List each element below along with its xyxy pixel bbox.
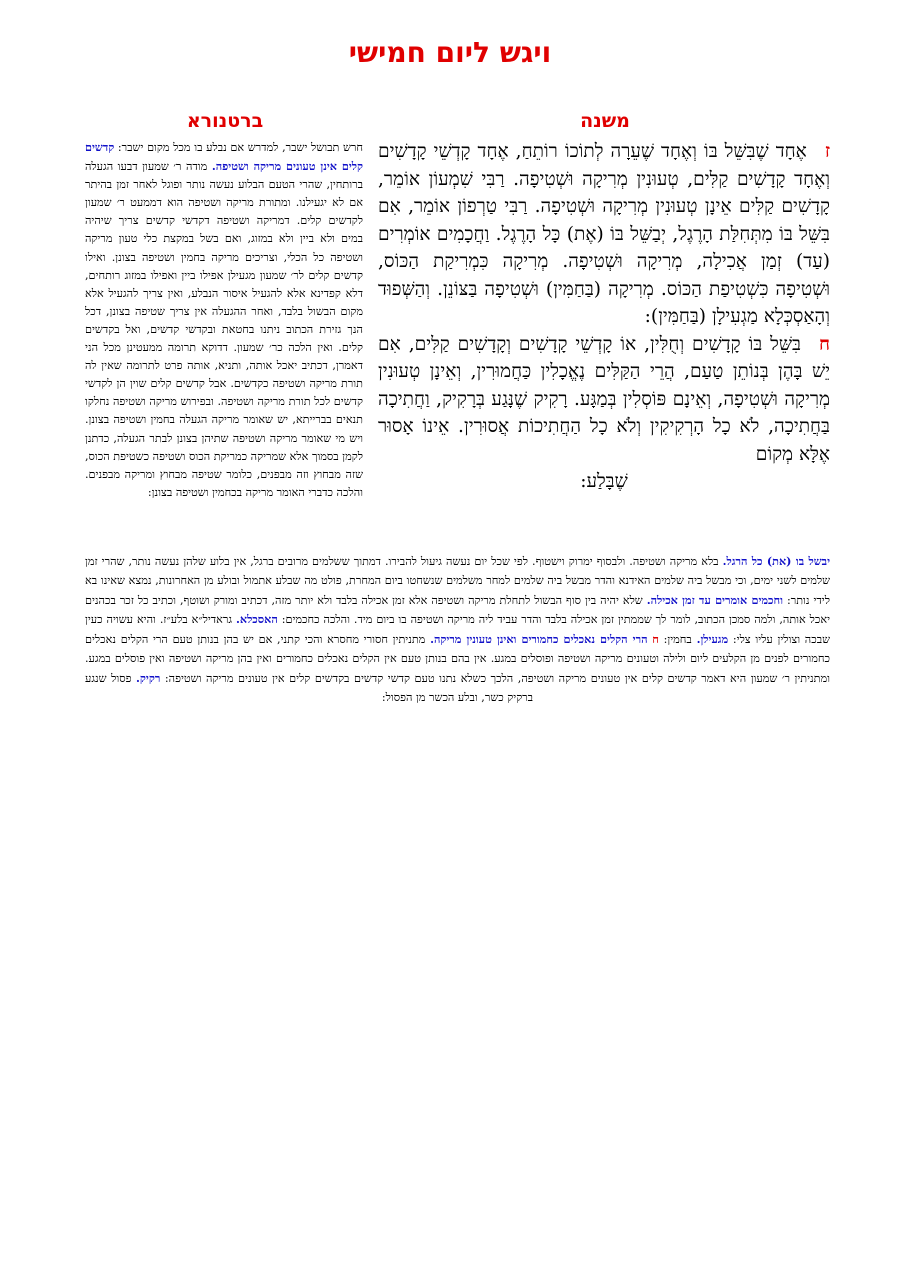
mishnah-number-ch: ח <box>818 333 830 355</box>
mishnah-paragraph-z <box>378 138 830 331</box>
bartenura-heading-word: מגעילן. <box>696 632 729 647</box>
mishnah-text-z: אֶחָד שֶׁבִּשֵּׁל בּוֹ וְאֶחָד שֶׁעֵרָה לְתוֹכוֹ רוֹתֵחַ, אֶחָד קָדְשֵׁי קָדָשִׁים וְאֶחָד קָדָשִׁים קַלִּים, טְעוּנִין מְרִיקָה וּשְׁטִיפָה. רַבִּי שִׁמְעוֹן אוֹמֵר, קָדָשִׁים קַלִּים אֵינָן טְעוּנִין מְרִיקָה וּשְׁטִיפָה. רַבִּי טַרְפוֹן אוֹמֵר, אִם בִּשֵּׁל בּוֹ מִתְּחִלַּת הָרֶגֶל, יְבַשֵּׁל בּוֹ (אֶת) כָּל הָרֶגֶל. וַחֲכָמִים אוֹמְרִים (עַד) זְמַן אֲכִילָה, מְרִיקָה וּשְׁטִיפָה. מְרִיקָה כִּמְרִיקַת הַכּוֹס, וּשְׁטִיפָה כִּשְׁטִיפַת הַכּוֹס. מְרִיקָה (בַּחַמִּין) וּשְׁטִיפָה בַּצּוֹנֵן. וְהַשְּׁפוּד וְהָאַסְכְּלָא מַגְעִילָן (בַּחַמִּין): <box>378 141 830 327</box>
bartenura-mishnah-marker: ח <box>652 632 659 647</box>
bartenura-text: שלא יהיה בין סוף הבשול לתחלת מריקה ושטיפה אלא זמן אכילה בלבד ולא יותר מזה, דכתיב ומורק ושוטף, וכתיב כל זכר בכהנים יאכל אותה, ולמה סמכן הכתוב, לומר לך שממתין זמן אכילה בלבד והדר עביד ליה מריקה ושטיפה בו ביום מיד. והלכה כחכמים: <box>85 593 830 627</box>
bartenura-heading-word: קדשים קלים אינן טעונים מריקה ושטיפה. <box>85 140 363 174</box>
bartenura-column <box>85 138 363 546</box>
mishnah-column <box>378 138 830 496</box>
mishnah-number-z: ז <box>824 141 830 162</box>
mishnah-text-ch: בִּשֵּׁל בּוֹ קָדָשִׁים וְחֻלִּין, אוֹ קָדְשֵׁי קָדָשִׁים וְקָדָשִׁים קַלִּים, אִם יֵשׁ בָּהֶן בְּנוֹתֵן טַעַם, הֲרֵי הַקַּלִּים נֶאֱכָלִין כַּחֲמוּרִין, וְאֵינָן טְעוּנִין מְרִיקָה וּשְׁטִיפָה, וְאֵינָם פּוֹסְלִין בְּמַגָּע. רָקִיק שֶׁנָּגַע בְּרָקִיק, וַחֲתִיכָה בַּחֲתִיכָה, לֹא כָל הָרְקִיקִין וְלֹא כָל הַחֲתִיכוֹת אֲסוּרִין. אֵינוֹ אָסוּר אֶלָּא מְקוֹם <box>378 333 830 465</box>
bartenura-text: פסול שנגע ברקיק כשר, ובלע הכשר מן הפסול: <box>85 671 534 704</box>
bartenura-heading-word: האסכלא. <box>236 612 278 627</box>
page-title: ויגש ליום חמישי <box>348 36 552 69</box>
bartenura-heading-word: וחכמים אומרים עד זמן אכילה. <box>646 592 783 607</box>
bartenura-continuation <box>85 552 830 752</box>
bartenura-text: מודה ר׳ שמעון דבעו הגעלה ברותחין, שהרי הטעם הבלוע נעשה נותר ופוגל לאחר זמן בהיתר אם לא יגעילנו. ומתורת מריקה ושטיפה הוא דממעט ר׳ שמעון לקדשים קלים. דמריקה ושטיפה דקדשי קדשים צריך שיהיה במים ולא ביין ולא במזוג, ואם בשל במקצת כלי טעון מריקה ושטיפה כל הכלי, וצריכים מריקה בחמין ושטיפה בצונן. ואילו קדשים קלים לר׳ שמעון מגעילן אפילו ביין ואפילו במזוג רותחים, דלא קפדינא אלא להגעיל איסור הנבלע, ואין צריך להגעיל אלא מקום הבשול בלבד, ואחר ההגעלה אין צריך שטיפה בצונן, דכל הנך גזירת הכתוב ניתנו בחטאת ובקדשי קדשים, ואל בקדשים קלים. ואין הלכה כר׳ שמעון. דדוקא תרומה ממעטינן מכל הני דאמרן, דכתיב יאכל אותה, ותניא, אותה פרט לתרומה שאין לה תורת מריקה ושטיפה כקדשים. אבל קדשים קלים שוין הן לקדשי קדשים לכל תורת מריקה ושטיפה. ובפירוש מריקה ושטיפה נחלקו תנאים בברייתא, יש שאומר מריקה הגעלה בחמין ושטיפה בצונן. ויש מי שאומר מריקה ושטיפה שתיהן בצונן לבתר הגעלה, כדתנן לקמן בסמוך אלא שמריקה כמריקת הכוס ושטיפה כשטיפת הכוס, שזה מבחוץ וזה מבפנים, כלומר שטיפה מבחוץ ומריקה מבפנים. והלכה כדברי האומר מריקה בכחמין ושטיפה בצונן: <box>85 160 363 499</box>
bartenura-text: חרש תבושל ישבר, למדרש אם נבלע בו מכל מקום ישבר: <box>117 141 363 154</box>
mishnah-paragraph-ch <box>378 331 830 469</box>
bartenura-text: בחמין: <box>663 633 692 647</box>
mishnah-closing-word: שֶׁבָּלַע: <box>580 471 628 492</box>
bartenura-text: בלא מריקה ושטיפה. ולבסוף ימרוק וישטוף. לפי שכל יום נעשה גיעול להבירו. דמתוך ששלמים מרובים ברגל, אין בלוע שלהן נעשה נותר, שהרי זמן שלמים לשני ימים, וכי מבשל ביה שלמים האידנא והדר מבשל ביה שלמים למחר משלמים שנשחטו ביום המחרת, פולט מה שבלע אתמול ובולע מן האחרונות, נמצא שאינו בא לידי נותר: <box>85 555 830 607</box>
bartenura-text: גראדיל״א בלע״ז. והיא עשויה כעין שבכה וצולין עליו צלי: <box>85 613 830 647</box>
mishnah-heading: משנה <box>580 110 630 132</box>
bartenura-heading: ברטנורא <box>186 110 264 132</box>
bartenura-text: מתניתין חסורי מחסרא והכי קתני, אם יש בהן בנותן טעם הרי הקלים נאכלים כחמורים לפנים מן הקלעים ליום ולילה וטעונים מריקה ושטיפה ופוסלים במגע. אין בהם בנותן טעם אין הקלים נאכלים כחמורים ואין בהן מריקה ושטיפה ואין פוסלים במגע. ומתניתין ר׳ שמעון היא דאמר קדשים קלים אין טעונים מריקה ושטיפה, הלכך כשלא נתנו טעם קדשי קדשים בקדשים קלים אין טעונים מריקה ושטיפה: <box>85 633 830 685</box>
bartenura-heading-word: הרי הקלים נאכלים כחמורים ואינן טעונין מריקה. <box>430 632 648 647</box>
bartenura-heading-word: רקיק. <box>136 670 161 685</box>
bartenura-heading-word: יבשל בו (את) כל הרגל. <box>722 554 830 568</box>
